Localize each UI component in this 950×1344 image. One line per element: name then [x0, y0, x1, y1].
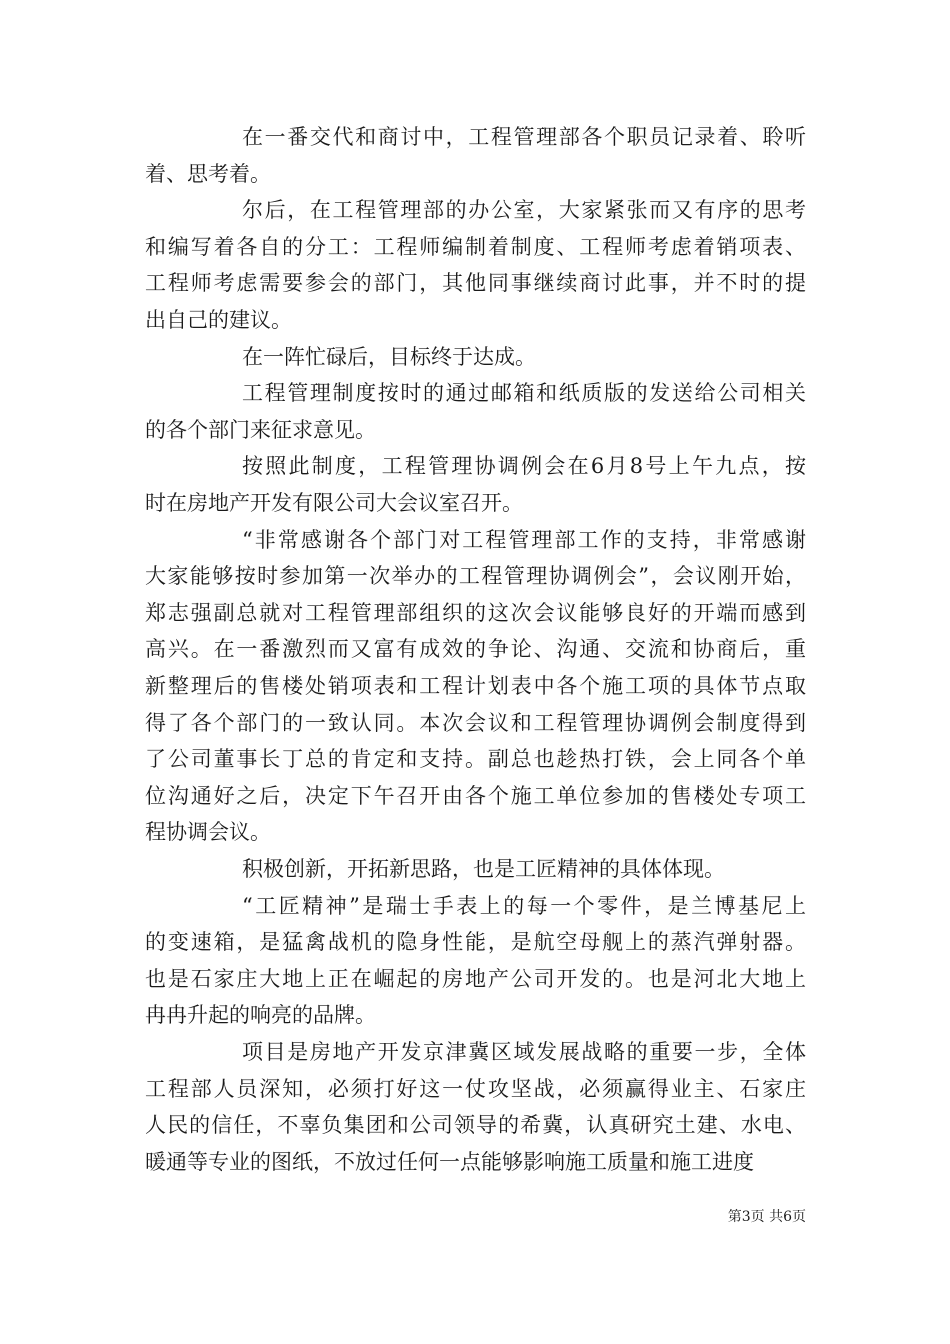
text-line: “工匠精神”是瑞士手表上的每一个零件，是兰博基尼上 — [242, 893, 809, 918]
text-line: 尔后，在工程管理部的办公室，大家紧张而又有序的思考 — [242, 198, 808, 223]
text-line: 暖通等专业的图纸，不放过任何一点能够影响施工质量和施工进度 — [145, 1149, 754, 1174]
text-line: “非常感谢各个部门对工程管理部工作的支持，非常感谢 — [242, 527, 809, 552]
text-line: 位沟通好之后，决定下午召开由各个施工单位参加的售楼处专项工 — [145, 783, 808, 808]
text-line: 的变速箱，是猛禽战机的隐身性能，是航空母舰上的蒸汽弹射器。 — [145, 930, 808, 955]
text-line: 高兴。在一番激烈而又富有成效的争论、沟通、交流和协商后，重 — [145, 637, 808, 662]
text-line: 出自己的建议。 — [145, 308, 292, 332]
text-line: 新整理后的售楼处销项表和工程计划表中各个施工项的具体节点取 — [145, 674, 808, 698]
text-line: 得了各个部门的一致认同。本次会议和工程管理协调例会制度得到 — [145, 710, 808, 735]
text-line: 冉冉升起的响亮的品牌。 — [145, 1003, 376, 1028]
text-line: 按照此制度，工程管理协调例会在6月8号上午九点，按 — [242, 454, 809, 479]
text-line: 了公司董事长丁总的肯定和支持。副总也趁热打铁，会上同各个单 — [145, 747, 808, 772]
text-line: 工程师考虑需要参会的部门，其他同事继续商讨此事，并不时的提 — [145, 271, 808, 296]
page-number: 第3页 共6页 — [727, 1209, 806, 1225]
text-line: 着、思考着。 — [145, 161, 271, 186]
text-line: 工程管理制度按时的通过邮箱和纸质版的发送给公司相关 — [242, 381, 808, 406]
text-line: 积极创新，开拓新思路，也是工匠精神的具体体现。 — [242, 857, 725, 881]
text-line: 项目是房地产开发京津冀区域发展战略的重要一步，全体 — [242, 1040, 808, 1064]
text-line: 郑志强副总就对工程管理部组织的这次会议能够良好的开端而感到 — [145, 600, 808, 625]
text-line: 在一阵忙碌后，目标终于达成。 — [242, 344, 536, 369]
text-line: 程协调会议。 — [145, 820, 271, 845]
text-line: 时在房地产开发有限公司大会议室召开。 — [145, 491, 523, 515]
text-line: 的各个部门来征求意见。 — [145, 417, 376, 442]
text-line: 大家能够按时参加第一次举办的工程管理协调例会”，会议刚开始， — [145, 564, 808, 589]
text-line: 在一番交代和商讨中，工程管理部各个职员记录着、聆听 — [242, 125, 808, 149]
text-line: 和编写着各自的分工：工程师编制着制度、工程师考虑着销项表、 — [145, 234, 808, 259]
text-line: 工程部人员深知，必须打好这一仗攻坚战，必须赢得业主、石家庄 — [145, 1076, 808, 1101]
text-line: 也是石家庄大地上正在崛起的房地产公司开发的。也是河北大地上 — [145, 966, 808, 991]
text-line: 人民的信任，不辜负集团和公司领导的希冀，认真研究土建、水电、 — [145, 1113, 808, 1138]
